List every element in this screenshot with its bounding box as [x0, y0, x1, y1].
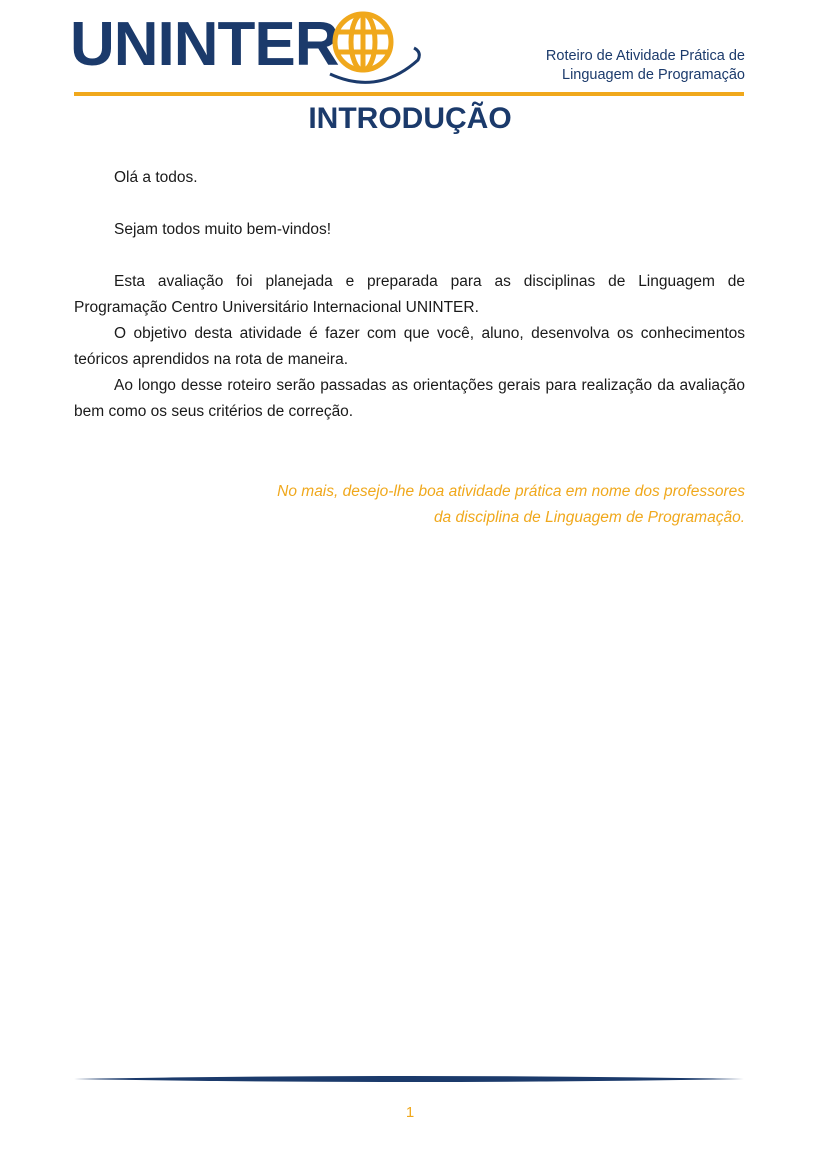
evaluation-paragraph: Esta avaliação foi planejada e preparada para as disciplinas de Linguagem de Programação Centro Universitário Internacional UNINTER. [74, 273, 745, 316]
introduction-body [74, 165, 745, 425]
welcome-paragraph: Sejam todos muito bem-vindos! [114, 221, 332, 238]
guidelines-paragraph: Ao longo desse roteiro serão passadas as orientações gerais para realização da avaliação bem como os seus critérios de correção. [74, 377, 745, 420]
closing-line1: No mais, desejo-lhe boa atividade prática em nome dos professores [277, 483, 745, 500]
uninter-logo-text: UNINTER [70, 10, 339, 79]
globe-icon [318, 8, 428, 88]
document-title [546, 47, 745, 85]
section-title: INTRODUÇÃO [308, 102, 512, 135]
page-number: 1 [405, 1104, 415, 1121]
objective-paragraph: O objetivo desta atividade é fazer com que você, aluno, desenvolva os conhecimentos teóricos aprendidos na rota de maneira. [74, 325, 745, 368]
page-header [0, 0, 820, 100]
footer-divider [74, 1074, 744, 1084]
greeting-paragraph: Olá a todos. [114, 169, 198, 186]
document-title-line1: Roteiro de Atividade Prática de [545, 48, 745, 64]
closing-remark [277, 479, 745, 531]
header-divider [74, 92, 744, 96]
document-title-line2: Linguagem de Programação [562, 67, 745, 83]
closing-line2: da disciplina de Linguagem de Programação. [433, 509, 745, 526]
